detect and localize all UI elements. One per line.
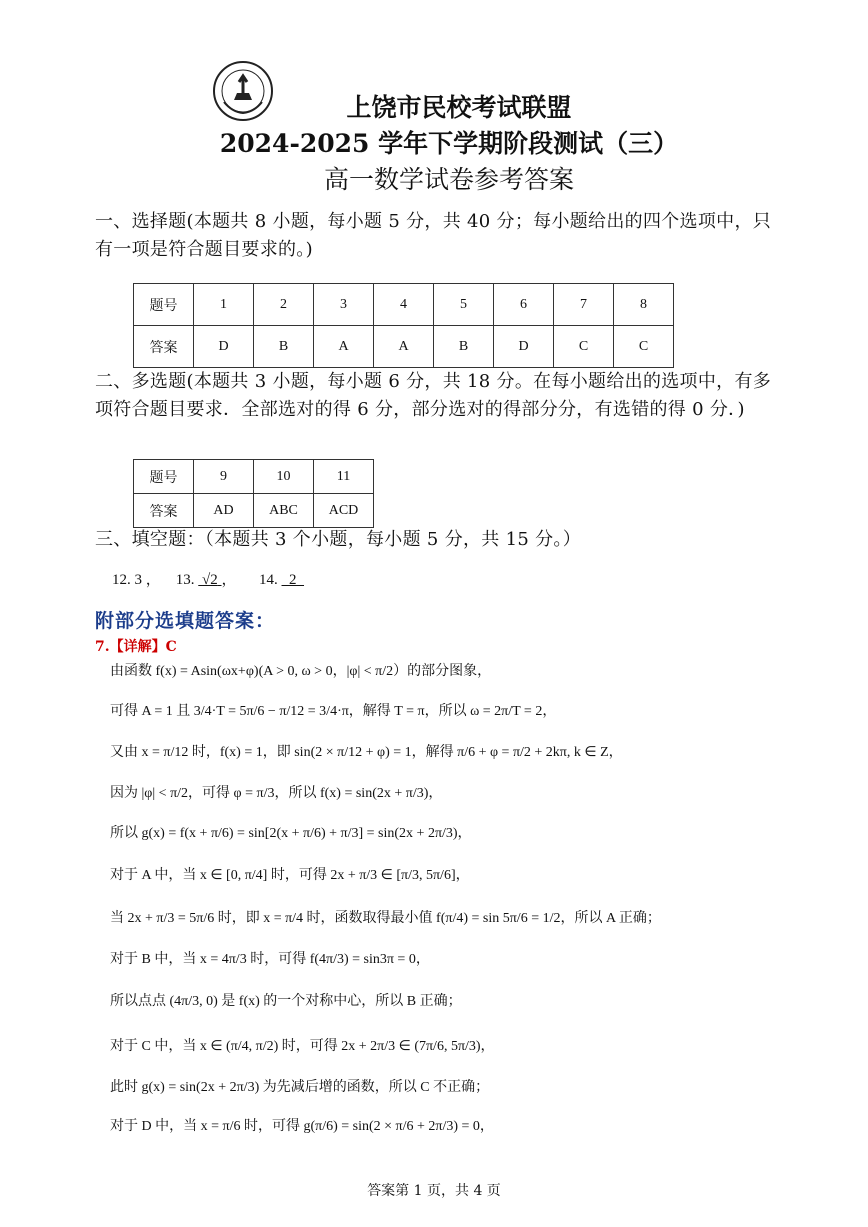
table-row — [134, 494, 374, 528]
q13-label: 13. — [175, 572, 195, 588]
row-label: 答案 — [134, 326, 194, 368]
question-number: 6 — [494, 284, 554, 326]
solution-line: 对于 D 中，当 x = π/6 时，可得 g(π/6) = sin(2 × π/6 + 2π/3) = 0， — [110, 1119, 494, 1134]
page-footer: 答案第 1 页，共 4 页 — [367, 1183, 501, 1199]
q12-answer: 12. 3 ， — [112, 572, 161, 588]
section2-intro: 二、多选题(本题共 3 小题，每小题 6 分，共 18 分。在每小题给出的选项中，有多项符合题目要求．全部选对的得 6 分，部分选对的得部分分，有选错的得 0 分．) — [95, 371, 772, 420]
row-label: 答案 — [134, 494, 194, 528]
question-number: 10 — [254, 460, 314, 494]
question-number: 2 — [254, 284, 314, 326]
answer-cell: D — [194, 326, 254, 368]
solution-line: 可得 A = 1 且 3/4·T = 5π/6 − π/12 = 3/4·π，解得 T = π，所以 ω = 2π/T = 2， — [110, 704, 557, 719]
fill-answers: 12. 3 ， 13. √2 ， 14. 2 — [112, 572, 297, 588]
question-number: 1 — [194, 284, 254, 326]
solution-line: 又由 x = π/12 时，f(x) = 1，即 sin(2 × π/12 + φ) = 1，解得 π/6 + φ = π/2 + 2kπ, k ∈ Z， — [110, 745, 623, 760]
answer-cell: B — [254, 326, 314, 368]
q14-answer: 2 — [289, 572, 297, 588]
section1-intro: 一、选择题(本题共 8 小题，每小题 5 分，共 40 分；每小题给出的四个选项中，只有一项是符合题目要求的。) — [95, 211, 772, 260]
answer-cell: D — [494, 326, 554, 368]
solution-line: 此时 g(x) = sin(2x + 2π/3) 为先减后增的函数，所以 C 不正确； — [110, 1080, 490, 1095]
solution-line: 因为 |φ| < π/2，可得 φ = π/3，所以 f(x) = sin(2x + π/3)， — [110, 786, 443, 801]
table-row — [134, 326, 674, 368]
answer-cell: A — [374, 326, 434, 368]
table-row — [134, 460, 374, 494]
row-label: 题号 — [134, 460, 194, 494]
section3-intro: 三、填空题：（本题共 3 个小题，每小题 5 分，共 15 分。） — [95, 529, 582, 550]
solution-line: 当 2x + π/3 = 5π/6 时，即 x = π/4 时，函数取得最小值 f(π/4) = sin 5π/6 = 1/2，所以 A 正确； — [110, 911, 661, 926]
answer-cell: A — [314, 326, 374, 368]
solution-line: 由函数 f(x) = Asin(ωx+φ)(A > 0, ω > 0，|φ| < π/2）的部分图象， — [110, 664, 492, 679]
q7-heading: 7.【详解】C — [95, 639, 177, 655]
answer-cell: C — [554, 326, 614, 368]
question-number: 8 — [614, 284, 674, 326]
question-number: 4 — [374, 284, 434, 326]
answer-cell: C — [614, 326, 674, 368]
row-label: 题号 — [134, 284, 194, 326]
exam-title: 2024-2025 学年下学期阶段测试（三） — [219, 129, 679, 158]
q14-label: 14. — [259, 572, 278, 588]
table-row — [134, 284, 674, 326]
multi-answer-table — [133, 459, 374, 528]
answer-cell: B — [434, 326, 494, 368]
appendix-title: 附部分选填题答案： — [95, 610, 276, 632]
answer-cell: ACD — [314, 494, 374, 528]
solution-line: 对于 B 中，当 x = 4π/3 时，可得 f(4π/3) = sin3π = 0， — [110, 952, 430, 967]
org-title: 上饶市民校考试联盟 — [346, 93, 572, 122]
question-number: 11 — [314, 460, 374, 494]
solution-line: 所以 g(x) = f(x + π/6) = sin[2(x + π/6) + π/3] = sin(2x + 2π/3)， — [110, 826, 472, 841]
question-number: 7 — [554, 284, 614, 326]
solution-line: 所以点点 (4π/3, 0) 是 f(x) 的一个对称中心，所以 B 正确； — [110, 994, 462, 1009]
solution-line: 对于 A 中，当 x ∈ [0, π/4] 时，可得 2x + π/3 ∈ [π/3, 5π/6]， — [110, 868, 470, 883]
mcq-answer-table — [133, 283, 674, 368]
solution-line: 对于 C 中，当 x ∈ (π/4, π/2) 时，可得 2x + 2π/3 ∈ (7π/6, 5π/3)， — [110, 1039, 495, 1054]
question-number: 3 — [314, 284, 374, 326]
question-number: 9 — [194, 460, 254, 494]
question-number: 5 — [434, 284, 494, 326]
subject-title: 高一数学试卷参考答案 — [323, 165, 574, 194]
answer-cell: AD — [194, 494, 254, 528]
q13-answer: √2 — [202, 572, 218, 588]
answer-cell: ABC — [254, 494, 314, 528]
